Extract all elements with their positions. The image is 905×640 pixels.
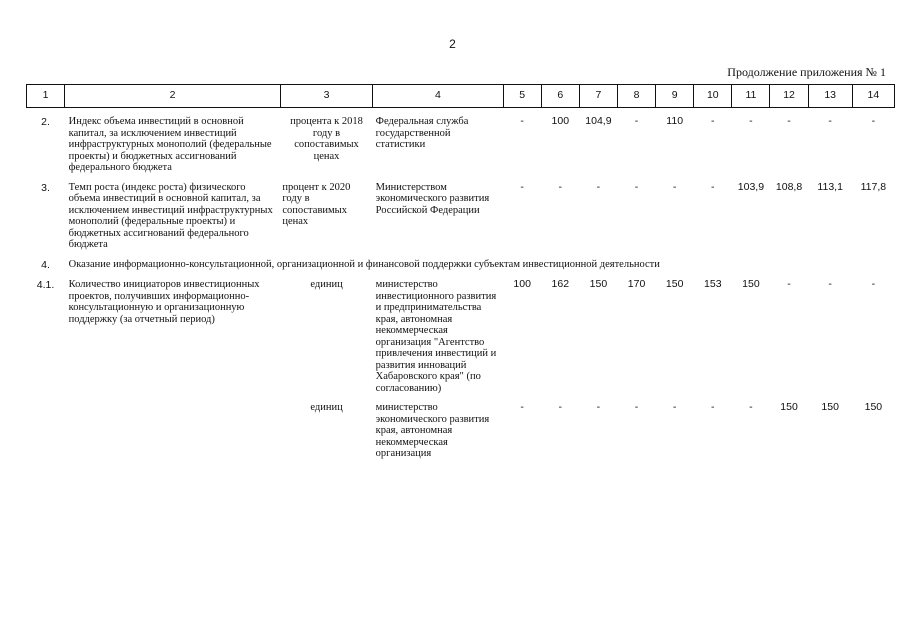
column-header: 6 <box>541 85 579 108</box>
data-source: министерство инвестиционного развития и предпринимательства края, автономная некоммерческая организация "Агентство привлечения инвестиций и развития инноваций Хабаровского края" (по согласованию) <box>375 279 497 394</box>
column-header: 9 <box>656 85 694 108</box>
value-cell: 150 <box>864 401 883 413</box>
value-cell: 103,9 <box>737 180 765 193</box>
column-header: 8 <box>617 85 655 108</box>
unit-of-measure: единиц <box>310 402 343 413</box>
value-cell: 150 <box>589 278 608 290</box>
column-header: 5 <box>503 85 541 108</box>
row-number: 2. <box>41 116 50 128</box>
value-cell: - <box>558 401 563 413</box>
value-cell: - <box>871 278 876 290</box>
value-cell: - <box>558 180 563 193</box>
value-cell: 100 <box>513 278 531 290</box>
value-cell: - <box>672 180 677 193</box>
value-cell: 162 <box>551 278 570 290</box>
unit-of-measure: процент к 2020 году в сопоставимых ценах <box>282 181 351 227</box>
section-row <box>27 259 895 272</box>
value-cell: 113,1 <box>817 180 843 193</box>
value-cell: - <box>634 401 639 413</box>
value-cell: - <box>711 115 715 127</box>
section-title: Оказание информационно-консультационной, организационной и финансовой поддержки субъектам инвестиционной деятельности <box>68 258 660 270</box>
value-cell: 110 <box>666 115 684 127</box>
table-row <box>27 182 895 251</box>
column-header: 7 <box>579 85 617 108</box>
value-cell: 170 <box>627 278 646 290</box>
page-number: 2 <box>449 37 456 51</box>
value-cell: - <box>634 180 639 193</box>
column-header: 12 <box>770 85 808 108</box>
value-cell: 150 <box>821 401 839 413</box>
value-cell: - <box>828 115 832 127</box>
column-header: 1 <box>27 85 65 108</box>
indicator-name <box>65 402 281 460</box>
row-number: 4. <box>41 258 50 271</box>
value-cell: - <box>828 278 832 290</box>
column-header: 10 <box>694 85 732 108</box>
value-cell: 117,8 <box>860 180 887 193</box>
value-cell: - <box>520 115 524 127</box>
indicator-name: Индекс объема инвестиций в основной капитал, за исключением инвестиций инфраструктурных монополий (федеральные проекты) и бюджетных ассигнований федерального бюджета <box>68 116 272 173</box>
value-cell: - <box>520 180 524 193</box>
value-cell: - <box>871 115 876 127</box>
value-cell: 108,8 <box>775 180 803 193</box>
column-header: 4 <box>373 85 503 108</box>
value-cell: 150 <box>780 401 798 413</box>
value-cell: - <box>787 115 791 127</box>
column-header: 2 <box>65 85 281 108</box>
value-cell: - <box>520 401 524 413</box>
value-cell: 100 <box>551 115 570 127</box>
row-number: 4.1. <box>36 279 55 291</box>
value-cell: 153 <box>704 278 722 290</box>
row-number <box>27 402 65 460</box>
column-header: 3 <box>280 85 372 108</box>
column-header: 14 <box>852 85 894 108</box>
table-row <box>27 279 895 394</box>
value-cell: - <box>787 278 791 290</box>
indicator-name: Темп роста (индекс роста) физического объема инвестиций в основной капитал, за исключением инвестиций инфраструктурных монополий (федеральные проекты) и бюджетных ассигнований федерального бюджета <box>68 181 273 250</box>
indicators-table <box>26 84 895 460</box>
column-header: 13 <box>808 85 852 108</box>
value-cell: - <box>672 401 677 413</box>
unit-of-measure: процента к 2018 году в сопоставимых ценах <box>290 116 363 162</box>
data-source: Федеральная служба государственной статистики <box>375 116 469 150</box>
value-cell: - <box>596 180 601 193</box>
value-cell: - <box>749 401 753 413</box>
table-row <box>27 402 895 460</box>
value-cell: - <box>634 115 639 127</box>
row-number: 3. <box>41 181 50 194</box>
value-cell: - <box>711 401 715 413</box>
value-cell: 104,9 <box>585 115 612 127</box>
indicator-name: Количество инициаторов инвестиционных проектов, получивших информационно-консультационную и организационную поддержку (за отчетный период) <box>68 279 260 325</box>
data-source: Министерством экономического развития Российской Федерации <box>375 181 490 216</box>
value-cell: - <box>749 115 753 127</box>
column-header: 11 <box>732 85 770 108</box>
value-cell: - <box>596 401 601 413</box>
column-number-header-row <box>27 85 895 108</box>
value-cell: - <box>711 180 715 193</box>
unit-of-measure: единиц <box>310 279 343 290</box>
data-source: министерство экономического развития края, автономная некоммерческая организация <box>375 402 490 459</box>
appendix-continuation-note: Продолжение приложения № 1 <box>727 65 886 79</box>
table-row <box>27 116 895 174</box>
value-cell: 150 <box>742 278 760 290</box>
value-cell: 150 <box>665 278 684 290</box>
